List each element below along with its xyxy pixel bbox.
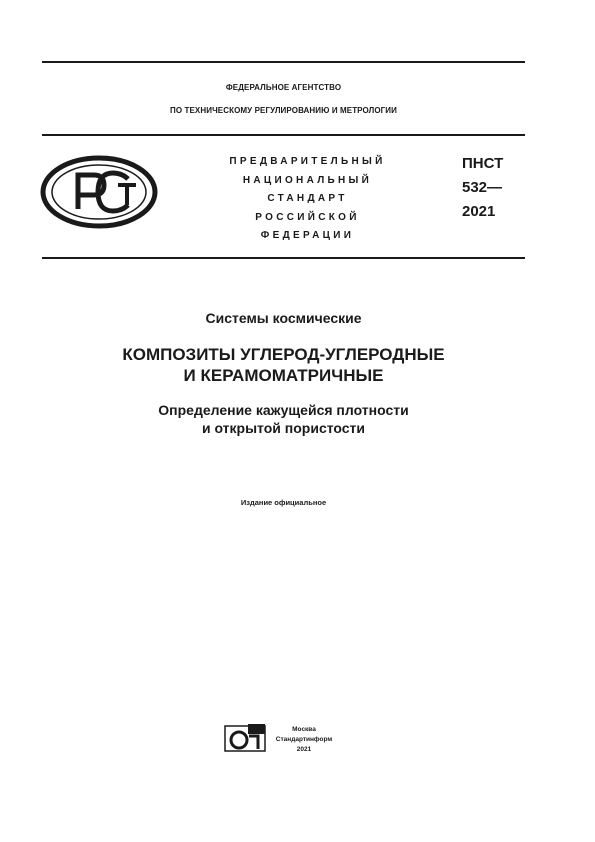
publisher-logo-icon [224,723,266,753]
header-bottom-rule [42,257,525,259]
standard-kind-line-3: СТАНДАРТ [267,193,348,204]
publisher-imprint [274,725,334,755]
document-subtitle-line-1: Определение кажущейся плотности [158,402,409,418]
standard-kind-line-1: ПРЕДВАРИТЕЛЬНЫЙ [229,156,386,167]
standard-kind-line-4: РОССИЙСКОЙ [255,211,360,223]
header-rule [42,134,525,136]
document-title-line-2: И КЕРАМОМАТРИЧНЫЕ [183,366,384,385]
series-title: Системы космические [205,310,362,326]
gost-r-emblem-icon [40,155,158,229]
document-subtitle [42,401,525,437]
standard-kind [195,153,420,246]
standard-kind-line-2: НАЦИОНАЛЬНЫЙ [242,174,373,186]
agency-name-line-1: ФЕДЕРАЛЬНОЕ АГЕНТСТВО [225,83,342,92]
designation-code: ПНСТ [462,155,504,172]
document-title-line-1: КОМПОЗИТЫ УГЛЕРОД-УГЛЕРОДНЫЕ [122,345,445,364]
imprint-city: Москва [292,726,316,733]
edition-note: Издание официальное [240,498,327,507]
imprint-year: 2021 [296,746,312,753]
standard-designation [462,152,503,224]
imprint-publisher: Стандартинформ [275,736,333,743]
agency-name-line-2: ПО ТЕХНИЧЕСКОМУ РЕГУЛИРОВАНИЮ И МЕТРОЛОГИИ [169,106,398,115]
document-subtitle-line-2: и открытой пористости [201,420,366,436]
designation-year: 2021 [462,203,496,220]
top-rule [42,61,525,63]
standard-kind-line-5: ФЕДЕРАЦИИ [260,230,355,241]
designation-number: 532— [462,179,503,196]
document-title [42,344,525,386]
